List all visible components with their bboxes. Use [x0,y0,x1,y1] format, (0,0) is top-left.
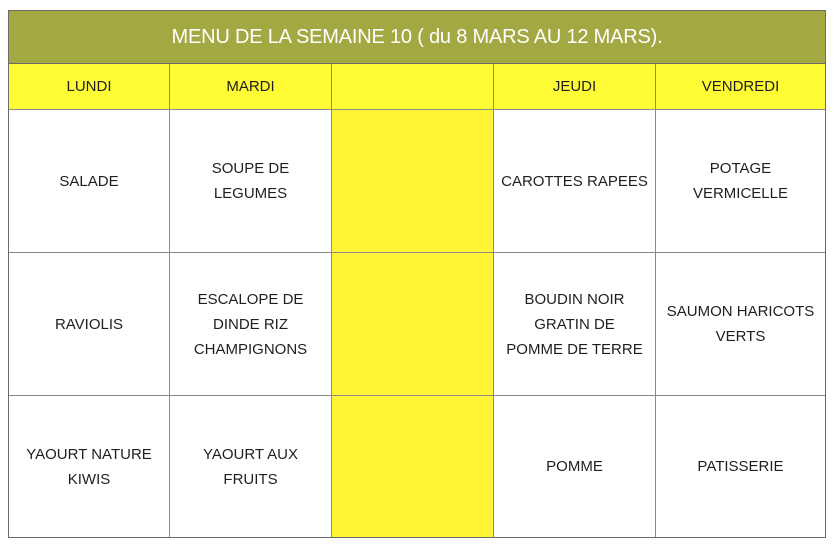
menu-cell-monday-dessert: YAOURT NATURE KIWIS [9,396,170,537]
menu-grid [9,64,825,537]
day-header-friday: VENDREDI [656,64,825,110]
day-header-monday: LUNDI [9,64,170,110]
menu-cell-friday-main: SAUMON HARICOTS VERTS [656,253,825,396]
menu-cell-monday-main: RAVIOLIS [9,253,170,396]
weekly-menu-table [8,10,826,538]
day-header-tuesday: MARDI [170,64,332,110]
menu-cell-friday-starter: POTAGE VERMICELLE [656,110,825,253]
menu-cell-tuesday-dessert: YAOURT AUX FRUITS [170,396,332,537]
menu-cell-thursday-main: BOUDIN NOIR GRATIN DE POMME DE TERRE [494,253,656,396]
menu-cell-thursday-starter: CAROTTES RAPEES [494,110,656,253]
menu-cell-friday-dessert: PATISSERIE [697,458,784,475]
menu-cell-thursday-dessert: POMME [494,396,656,537]
menu-cell-wednesday-dessert [332,396,494,537]
menu-cell-wednesday-starter [332,110,494,253]
day-header-wednesday [332,64,494,110]
menu-cell-monday-starter: SALADE [9,110,170,253]
menu-cell-tuesday-starter: SOUPE DE LEGUMES [170,110,332,253]
menu-cell-tuesday-main: ESCALOPE DE DINDE RIZ CHAMPIGNONS [170,253,332,396]
day-header-thursday: JEUDI [494,64,656,110]
menu-cell-wednesday-main [332,253,494,396]
menu-title: MENU DE LA SEMAINE 10 ( du 8 MARS AU 12 MARS). [9,11,825,64]
